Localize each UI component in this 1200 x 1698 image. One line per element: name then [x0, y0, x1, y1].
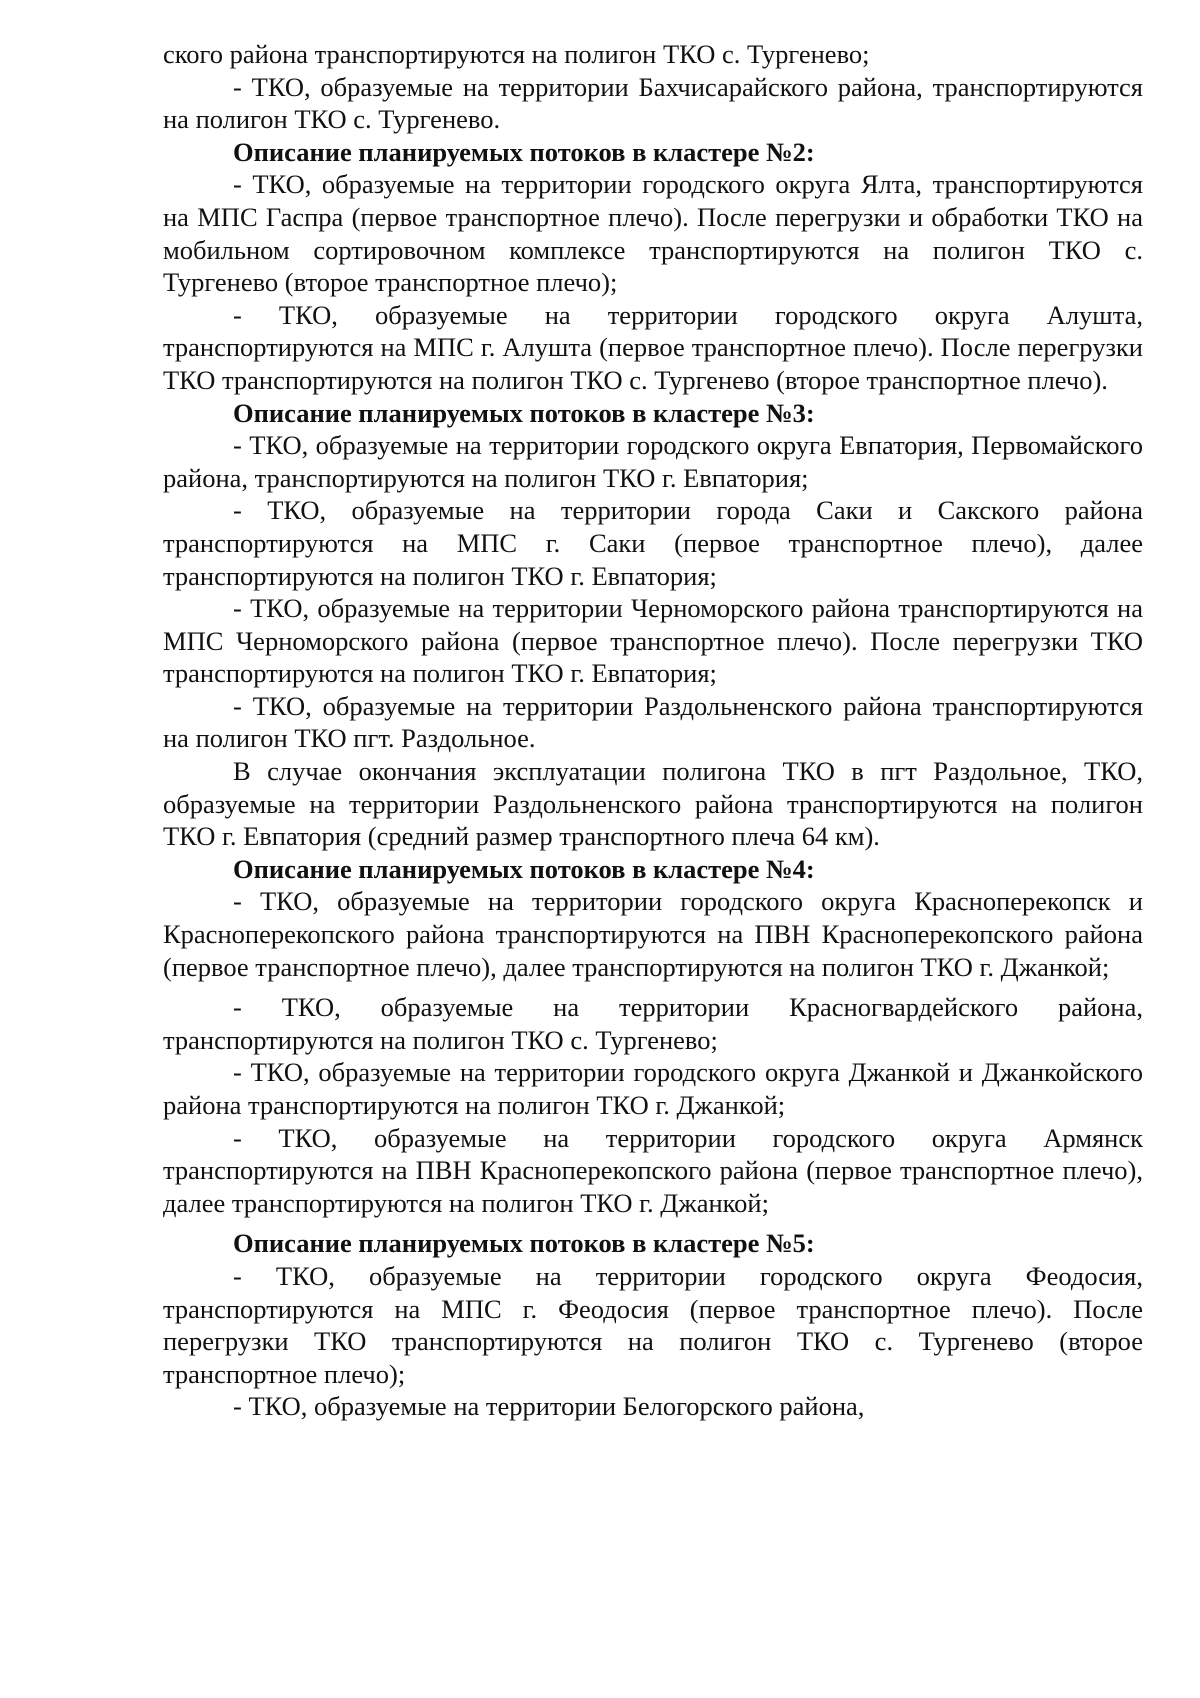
paragraph-alushta: - ТКО, образуемые на территории городского округа Алушта, транспортируются на МПС г. Алушта (первое транспортное плечо). После перегрузки ТКО транспортируются на полигон ТКО с. Тургенево (второе транспортное плечо). — [163, 299, 1143, 395]
paragraph-continuation: ского района транспортируются на полигон ТКО с. Тургенево; — [163, 39, 870, 69]
heading-cluster-5: Описание планируемых потоков в кластере №5: — [233, 1228, 815, 1259]
paragraph-razdolnoe: - ТКО, образуемые на территории Раздольненского района транспортируются на полигон ТКО пгт. Раздольное. — [163, 690, 1143, 754]
paragraph-saki: - ТКО, образуемые на территории города Саки и Сакского района транспортируются на МПС г. Саки (первое транспортное плечо), далее транспортируются на полигон ТКО г. Евпатория; — [163, 495, 1143, 591]
heading-cluster-2: Описание планируемых потоков в кластере №2: — [233, 136, 815, 167]
paragraph-yalta: - ТКО, образуемые на территории городского округа Ялта, транспортируются на МПС Гаспра (первое транспортное плечо). После перегрузки и обработки ТКО на мобильном сортировочном комплексе транспортируются на полигон ТКО с. Тургенево (второе транспортное плечо); — [163, 169, 1143, 298]
paragraph-armyansk: - ТКО, образуемые на территории городского округа Армянск транспортируются на ПВН Красноперекопского района (первое транспортное плечо), далее транспортируются на полигон ТКО г. Джанкой; — [163, 1122, 1143, 1218]
paragraph-dzhankoy: - ТКО, образуемые на территории городского округа Джанкой и Джанкойского района транспортируются на полигон ТКО г. Джанкой; — [163, 1057, 1143, 1120]
paragraph-krasnogvardeysky: - ТКО, образуемые на территории Красногвардейского района, транспортируются на полигон ТКО с. Тургенево; — [163, 992, 1143, 1055]
paragraph-bakhchisaray: - ТКО, образуемые на территории Бахчисарайского района, транспортируются на полигон ТКО с. Тургенево. — [163, 71, 1143, 135]
paragraph-krasnoperekopsk: - ТКО, образуемые на территории городского округа Красноперекопск и Красноперекопского района транспортируются на ПВН Красноперекопского района (первое транспортное плечо), далее транспортируются на полигон ТКО г. Джанкой; — [163, 886, 1143, 982]
document-page — [163, 38, 1143, 1423]
paragraph-razdolnoe-fallback: В случае окончания эксплуатации полигона ТКО в пгт Раздольное, ТКО, образуемые на территории Раздольненского района транспортируются на полигон ТКО г. Евпатория (средний размер транспортного плеча 64 км). — [163, 756, 1143, 852]
paragraph-feodosia: - ТКО, образуемые на территории городского округа Феодосия, транспортируются на МПС г. Феодосия (первое транспортное плечо). После перегрузки ТКО транспортируются на полигон ТКО с. Тургенево (второе транспортное плечо); — [163, 1260, 1143, 1389]
paragraph-chernomorskoe: - ТКО, образуемые на территории Черноморского района транспортируются на МПС Черноморского района (первое транспортное плечо). После перегрузки ТКО транспортируются на полигон ТКО г. Евпатория; — [163, 593, 1143, 689]
heading-cluster-4: Описание планируемых потоков в кластере №4: — [233, 853, 815, 884]
paragraph-evpatoria: - ТКО, образуемые на территории городского округа Евпатория, Первомайского района, транспортируются на полигон ТКО г. Евпатория; — [163, 430, 1143, 493]
paragraph-belogorsk: - ТКО, образуемые на территории Белогорского района, — [233, 1391, 865, 1422]
heading-cluster-3: Описание планируемых потоков в кластере №3: — [233, 397, 815, 428]
